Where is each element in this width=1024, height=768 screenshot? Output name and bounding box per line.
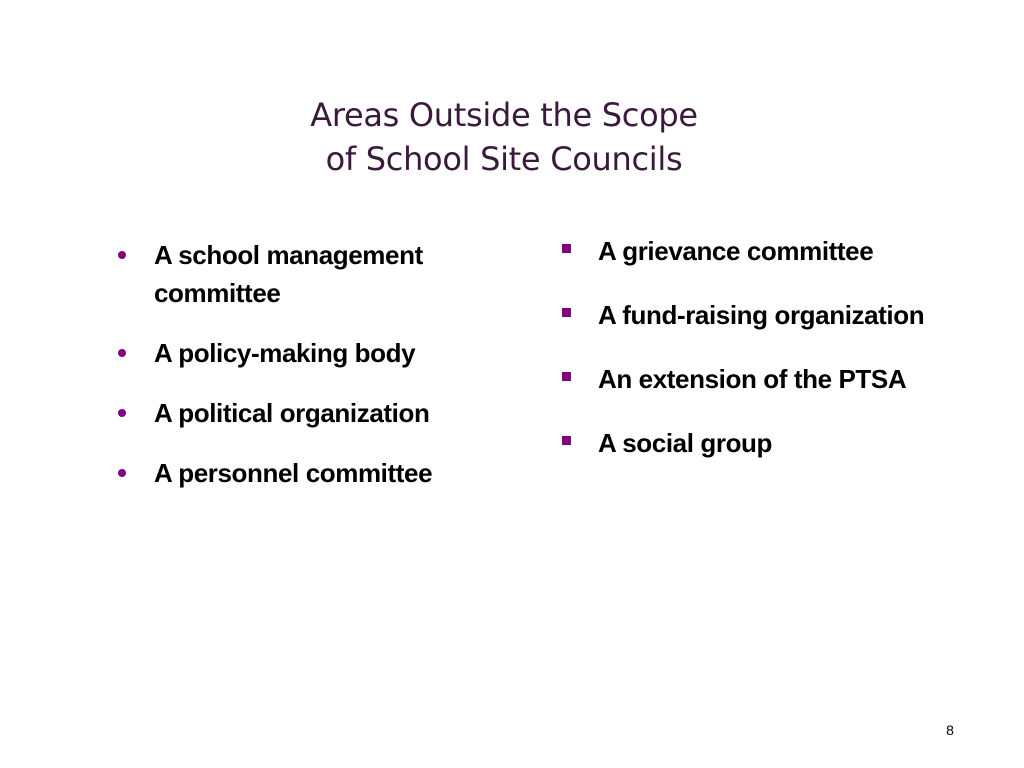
square-bullet-icon bbox=[562, 308, 571, 317]
list-item bbox=[112, 454, 502, 492]
square-bullet-icon bbox=[562, 372, 571, 381]
list-item-text: A personnel committee bbox=[154, 458, 433, 488]
list-item-text: A policy-making body bbox=[154, 338, 416, 368]
title-line-1: Areas Outside the Scope bbox=[310, 96, 698, 135]
list-item-text: A grievance committee bbox=[598, 236, 874, 266]
list-item bbox=[112, 334, 502, 372]
list-item bbox=[560, 230, 960, 272]
list-item bbox=[560, 294, 960, 336]
slide-title bbox=[0, 93, 1008, 181]
left-bullet-list bbox=[112, 236, 502, 514]
list-item bbox=[560, 422, 960, 464]
round-bullet-icon bbox=[118, 469, 126, 477]
list-item-text: A fund-raising organization bbox=[598, 300, 925, 330]
list-item bbox=[112, 236, 502, 312]
round-bullet-icon bbox=[118, 349, 126, 357]
list-item-text: A political organization bbox=[154, 398, 430, 428]
list-item-text: A school management committee bbox=[154, 240, 423, 308]
title-line-2: of School Site Councils bbox=[325, 140, 683, 179]
list-item-text: A social group bbox=[598, 428, 773, 458]
page-number: 8 bbox=[946, 722, 954, 738]
round-bullet-icon bbox=[118, 409, 126, 417]
square-bullet-icon bbox=[562, 244, 571, 253]
round-bullet-icon bbox=[118, 251, 126, 259]
list-item bbox=[112, 394, 502, 432]
list-item-text: An extension of the PTSA bbox=[598, 364, 907, 394]
right-bullet-list bbox=[560, 230, 960, 486]
list-item bbox=[560, 358, 960, 400]
square-bullet-icon bbox=[562, 436, 571, 445]
